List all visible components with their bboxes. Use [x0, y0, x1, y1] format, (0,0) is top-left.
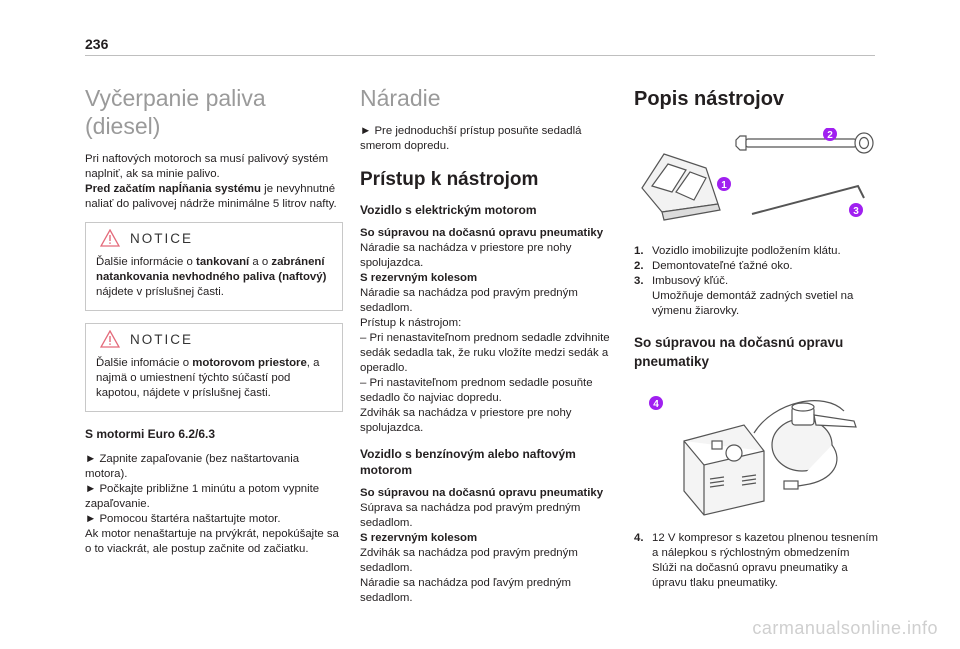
notice-text-bold: zabránení natankovania nevhodného paliva (naftový)	[96, 256, 327, 283]
section-title-fuel: Vyčerpanie paliva (diesel)	[85, 85, 266, 139]
fuel-instruction	[85, 182, 343, 212]
spare-wheel-line: – Pri nastaviteľnom prednom sedadle posuňte sedadlo čo najviac dopredu.	[360, 377, 593, 404]
notice-text	[96, 356, 332, 401]
notice-text	[96, 255, 332, 300]
repair-kit-heading: So súpravou na dočasnú opravu pneumatiky	[360, 227, 604, 239]
euro-step: ► Pomocou štartéra naštartujte motor.	[85, 513, 281, 525]
fuel-instruction-lead: Pred začatím napĺňania systému	[85, 183, 261, 195]
euro-heading: S motormi Euro 6.2/6.3	[85, 427, 216, 441]
spare-wheel-line: Zdvihák sa nachádza v priestore pre nohy spolujazdca.	[360, 407, 572, 434]
repair-kit-text: Súprava sa nachádza pod pravým predným sedadlom.	[360, 502, 581, 529]
repair-kit-text: Náradie sa nachádza v priestore pre nohy spolujazdca.	[360, 242, 572, 269]
tool-item-2	[634, 259, 879, 274]
tool-item-1	[634, 244, 879, 259]
access-title: Prístup k nástrojom	[360, 169, 539, 190]
svg-text:1: 1	[721, 180, 727, 191]
notice-header	[96, 229, 332, 247]
notice-text-part: , a najmä o umiestnení týchto súčastí pod kapotou, nájdete v príslušnej časti.	[96, 357, 320, 399]
notice-text-part: Ďalšie informácie o	[96, 256, 197, 268]
item-number: 2.	[634, 260, 644, 272]
warning-triangle-icon	[100, 229, 120, 247]
svg-text:3: 3	[853, 206, 859, 217]
notice-title: NOTICE	[130, 230, 194, 246]
notice-text-part: Ďalšie infomácie o	[96, 357, 193, 369]
compressor-illustration	[634, 381, 874, 521]
column-tools	[360, 80, 622, 606]
euro-note: Ak motor nenaštartuje na prvýkrát, nepokúšajte sa o to viackrát, ale postup začnite od začiatku.	[85, 528, 339, 555]
watermark: carmanualsonline.info	[752, 618, 938, 638]
notice-text-bold: motorovom priestore	[192, 357, 307, 369]
notice-box-engine	[85, 323, 343, 412]
repair-kit-heading: So súpravou na dočasnú opravu pneumatiky	[360, 487, 604, 499]
item-number: 4.	[634, 532, 644, 544]
section-title-description: Popis nástrojov	[634, 88, 785, 110]
badge-3	[849, 203, 863, 217]
item-number: 1.	[634, 245, 644, 257]
fuel-instruction-rest: je nevyhnutné naliať do palivovej nádrže minimálne 5 litrov nafty.	[85, 183, 337, 210]
notice-text-bold: tankovaní	[196, 256, 250, 268]
euro-step: ► Počkajte približne 1 minútu a potom vypnite zapaľovanie.	[85, 483, 320, 510]
column-tool-description	[634, 80, 879, 591]
electric-heading: Vozidlo s elektrickým motorom	[360, 203, 537, 217]
badge-1	[717, 177, 731, 191]
notice-text-part: nájdete v príslušnej časti.	[96, 286, 224, 298]
badge-4	[649, 396, 663, 410]
item-text: Demontovateľné ťažné oko.	[652, 260, 793, 272]
spare-wheel-line: Náradie sa nachádza pod pravým predným sedadlom.	[360, 287, 578, 314]
fuel-intro: Pri naftových motoroch sa musí palivový systém naplniť, ak sa minie palivo.	[85, 153, 329, 180]
notice-box-refuel	[85, 222, 343, 311]
svg-text:4: 4	[653, 399, 659, 410]
item-text: Vozidlo imobilizujte podložením klátu.	[652, 245, 841, 257]
item-text: 12 V kompresor s kazetou plnenou tesnením a nálepkou s rýchlostným obmedzením	[652, 532, 879, 559]
notice-header	[96, 330, 332, 348]
tool-item-3-note: Umožňuje demontáž zadných svetiel na výmenu žiarovky.	[652, 290, 854, 317]
spare-wheel-line: – Pri nenastaviteľnom prednom sedadle zdvihnite sedák sedadla tak, že ruku vložíte medzi sedák a operadlo.	[360, 332, 610, 374]
svg-text:2: 2	[827, 130, 833, 141]
towing-eye-image	[736, 133, 873, 153]
fuel-vehicle-heading: Vozidlo s benzínovým alebo naftovým motorom	[360, 447, 576, 477]
header-rule	[85, 55, 875, 56]
repair-kit-title: So súpravou na dočasnú opravu pneumatiky	[634, 335, 844, 369]
wheel-chock-image	[642, 154, 720, 220]
item-text: Imbusový kľúč.	[652, 275, 729, 287]
notice-title: NOTICE	[130, 331, 194, 347]
warning-triangle-icon	[100, 330, 120, 348]
page-number: 236	[85, 36, 109, 52]
spare-wheel-heading: S rezervným kolesom	[360, 272, 478, 284]
notice-text-part: a o	[249, 256, 272, 268]
spare-wheel-line: Prístup k nástrojom:	[360, 317, 462, 329]
allen-key-image	[752, 186, 864, 214]
tool-item-4-note: Slúži na dočasnú opravu pneumatiky a úpravu tlaku pneumatiky.	[652, 562, 848, 589]
spare-wheel-line: Náradie sa nachádza pod ľavým predným sedadlom.	[360, 577, 571, 604]
compressor-image	[684, 401, 856, 515]
spare-wheel-heading: S rezervným kolesom	[360, 532, 478, 544]
euro-step: ► Zapnite zapaľovanie (bez naštartovania motora).	[85, 453, 300, 480]
column-fuel	[85, 80, 343, 557]
spare-wheel-line: Zdvihák sa nachádza pod pravým predným sedadlom.	[360, 547, 578, 574]
tools-intro: ► Pre jednoduchší prístup posuňte sedadlá smerom dopredu.	[360, 125, 582, 152]
tools-illustration	[634, 128, 874, 228]
item-number: 3.	[634, 275, 644, 287]
tool-item-3	[634, 274, 879, 289]
section-title-tools: Náradie	[360, 85, 441, 111]
tool-item-4	[634, 531, 879, 561]
